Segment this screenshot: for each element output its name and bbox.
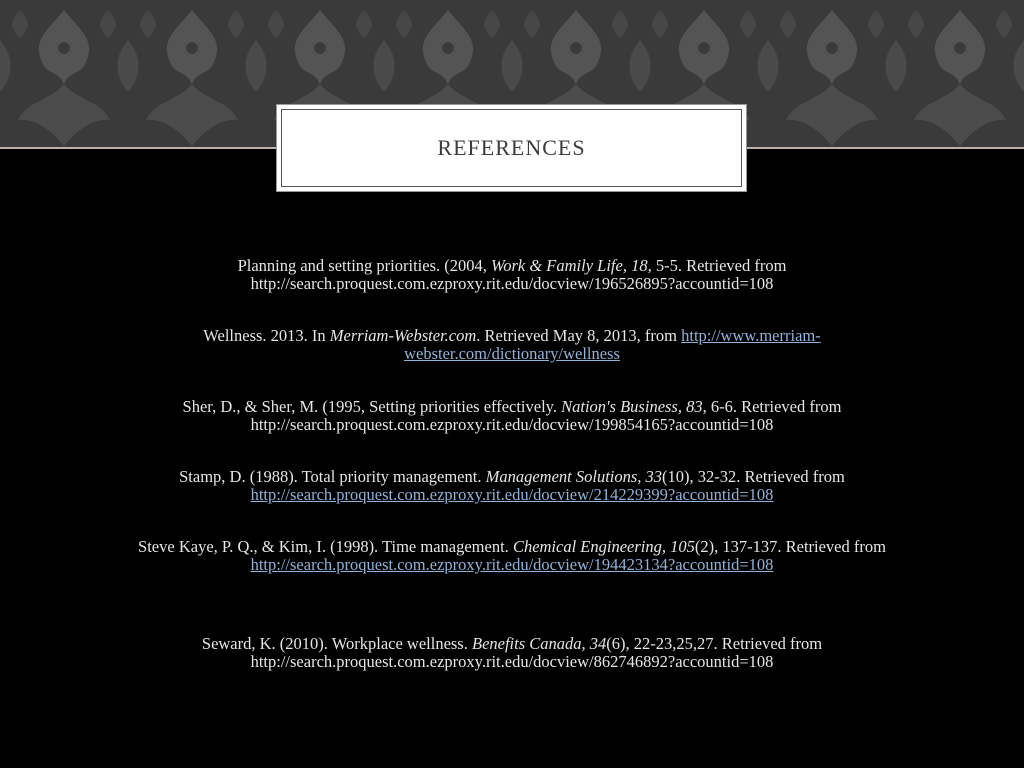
reference-line <box>60 327 964 345</box>
reference-text: , 5-5. Retrieved from <box>647 256 787 275</box>
reference-item <box>60 257 964 293</box>
reference-line <box>60 257 964 275</box>
reference-url: http://search.proquest.com.ezproxy.rit.edu/docview/862746892?accountid=108 <box>250 652 774 671</box>
reference-text: . Retrieved May 8, 2013, from <box>476 326 682 345</box>
reference-text: Wellness. 2013. In <box>203 326 330 345</box>
title-frame <box>281 109 742 187</box>
reference-item <box>60 538 964 574</box>
reference-text: Steve Kaye, P. Q., & Kim, I. (1998). Time management. <box>138 537 513 556</box>
reference-item <box>60 468 964 504</box>
reference-item <box>60 635 964 671</box>
reference-text: (2), 137-137. Retrieved from <box>694 537 886 556</box>
reference-item <box>60 327 964 363</box>
slide-title: REFERENCES <box>437 135 586 160</box>
reference-source: Chemical Engineering, 105 <box>512 537 695 556</box>
reference-text: Planning and setting priorities. (2004, <box>237 256 491 275</box>
title-box <box>276 104 747 192</box>
reference-text: (10), 32-32. Retrieved from <box>662 467 845 486</box>
reference-source: Work & Family Life, 18 <box>491 256 648 275</box>
reference-line <box>60 398 964 416</box>
reference-source: Merriam-Webster.com <box>329 326 477 345</box>
reference-url: http://search.proquest.com.ezproxy.rit.edu/docview/199854165?accountid=108 <box>250 415 774 434</box>
reference-url: http://search.proquest.com.ezproxy.rit.edu/docview/196526895?accountid=108 <box>250 274 774 293</box>
reference-link[interactable]: http://search.proquest.com.ezproxy.rit.edu/docview/194423134?accountid=108 <box>250 555 774 574</box>
reference-line <box>60 468 964 486</box>
reference-source: Benefits Canada, 34 <box>471 634 607 653</box>
reference-source: Nation's Business, 83 <box>561 397 703 416</box>
reference-link[interactable]: http://www.merriam- <box>681 326 821 345</box>
reference-link[interactable]: http://search.proquest.com.ezproxy.rit.edu/docview/214229399?accountid=108 <box>250 485 774 504</box>
reference-text: Seward, K. (2010). Workplace wellness. <box>201 634 472 653</box>
reference-text: Sher, D., & Sher, M. (1995, Setting priorities effectively. <box>182 397 562 416</box>
reference-link[interactable]: webster.com/dictionary/wellness <box>404 344 620 363</box>
reference-item <box>60 398 964 434</box>
reference-text: , 6-6. Retrieved from <box>702 397 842 416</box>
reference-text: Stamp, D. (1988). Total priority management. <box>179 467 486 486</box>
reference-line <box>60 538 964 556</box>
reference-line <box>60 635 964 653</box>
reference-source: Management Solutions, 33 <box>485 467 663 486</box>
reference-text: (6), 22-23,25,27. Retrieved from <box>606 634 823 653</box>
